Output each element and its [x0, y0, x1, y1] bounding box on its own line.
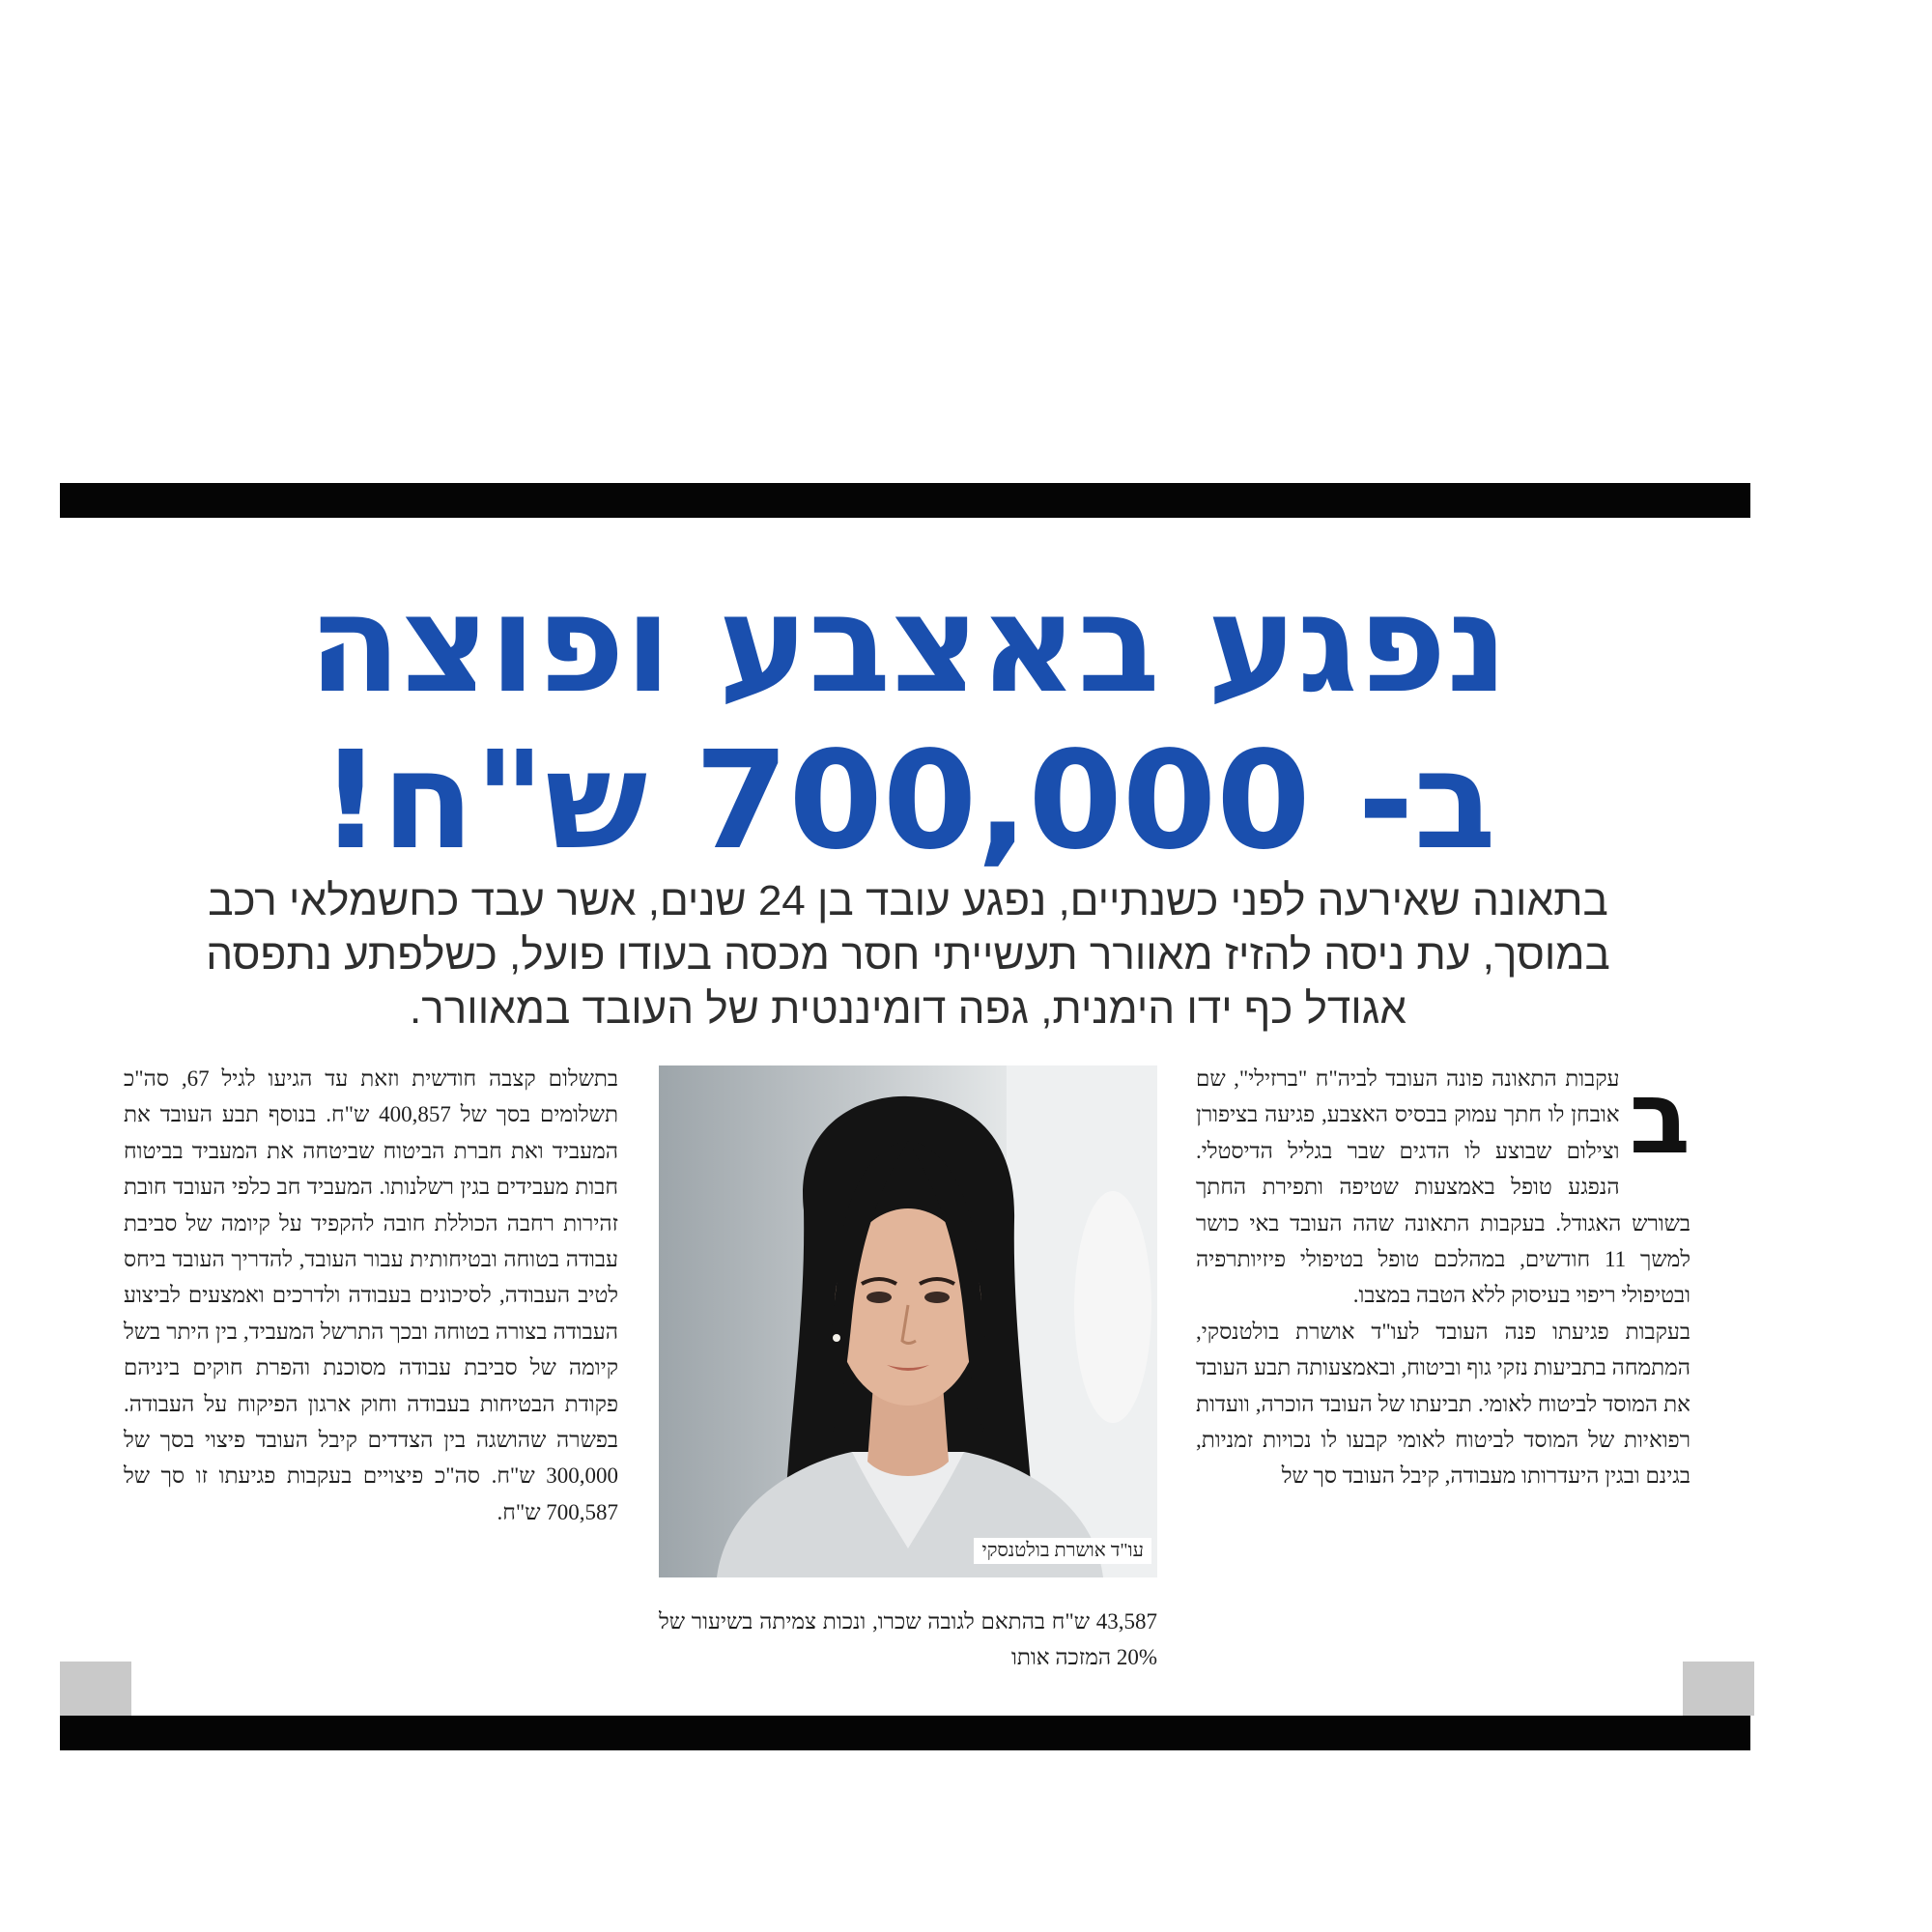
bottom-black-bar	[60, 1716, 1750, 1750]
article-paragraph-3: 43,587 ש"ח בהתאם לגובה שכרו, ונכות צמיתה בשיעור של 20% המזכה אותו	[659, 1609, 1157, 1670]
article-column-middle	[659, 1604, 1157, 1679]
article-column-right	[1196, 1061, 1690, 1679]
headline-line-2: ב- 700,000 ש"ח!	[320, 723, 1496, 880]
article-column-left	[124, 1061, 618, 1679]
article-paragraph-4: בתשלום קצבה חודשית וזאת עד הגיעו לגיל 67, סה"כ תשלומים בסך של 400,857 ש"ח. בנוסף תבע העובד את המעביד ואת חברת הביטוח שביטחה את המעביד בביטוח חבות מעבידים בגין רשלנותו. המעביד חב כלפי העובד חובת זהירות רחבה הכוללת חובה להקפיד על קיומה של סביבת עבודה בטוחה ובטיחותית עבור העובד, להדריך העובד ביחס לטיב העבודה, לסיכונים בעבודה ולדרכים ואמצעים לביצוע העבודה בצורה בטוחה ובכך התרשל המעביד, בין היתר בשל קיומה של סביבת עבודה מסוכנת והפרת חוקים ביניהם פקודת הבטיחות בעבודה וחוק ארגון הפיקוח על העבודה. בפשרה שהושגה בין הצדדים קיבל העובד פיצוי בסך של 300,000 ש"ח. סה"כ פיצויים בעקבות פגיעתו זו סך של 700,587 ש"ח.	[124, 1066, 618, 1524]
photo-caption: עו"ד אושרת בולטנסקי	[974, 1538, 1151, 1564]
lawyer-portrait-photo	[659, 1065, 1157, 1577]
portrait-illustration	[659, 1065, 1157, 1577]
article-paragraph-2: בעקבות פגיעתו פנה העובד לעו"ד אושרת בולטנסקי, המתמחה בתביעות נזקי גוף וביטוח, ובאמצעותה תבע העובד את המוסד לביטוח לאומי. תביעתו של העובד הוכרה, וועדות רפואיות של המוסד לביטוח לאומי קבעו לו נכויות זמניות, בגינם ובגין היעדרותו מעבודה, קיבל העובד סך של	[1196, 1319, 1690, 1489]
headline-line-1: נפגע באצבע ופוצה	[308, 566, 1508, 724]
right-gray-tab	[1683, 1662, 1754, 1716]
subheadline-line-3: אגודל כף ידו הימנית, גפה דומיננטית של העובד במאוורר.	[410, 985, 1406, 1033]
subheadline-line-1: בתאונה שאירעה לפני כשנתיים, נפגע עובד בן 24 שנים, אשר עבד כחשמלאי רכב	[208, 877, 1608, 924]
article-paragraph-1: עקבות התאונה פונה העובד לביה"ח "ברזילי", שם אובחן לו חתך עמוק בבסיס האצבע, פגיעה בציפורן וצילום שבוצע לו הדגים שבר בגליל הדיסטלי. הנפגע טופל באמצעות שטיפה ותפירת החתך בשורש האגודל. בעקבות התאונה שהה העובד באי כושר למשך 11 חודשים, במהלכם טופל בטיפולי פיזיותרפיה ובטיפולי ריפוי בעיסוק ללא הטבה במצבו.	[1196, 1066, 1690, 1308]
drop-cap: ב	[1629, 1061, 1690, 1177]
subheadline-line-2: במוסך, עת ניסה להזיז מאוורר תעשייתי חסר מכסה בעודו פועל, כשלפתע נתפסה	[206, 931, 1610, 979]
top-black-bar	[60, 483, 1750, 518]
left-gray-tab	[60, 1662, 131, 1716]
subheadline	[126, 874, 1690, 1037]
